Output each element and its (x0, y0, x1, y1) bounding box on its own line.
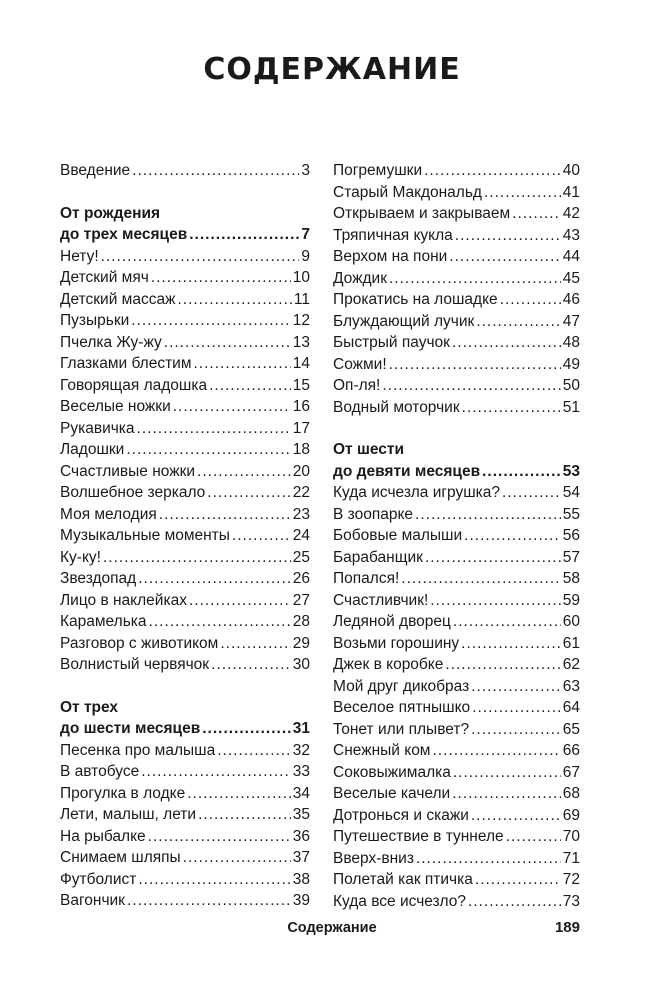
toc-entry-page: 48 (562, 334, 580, 351)
toc-entry-page: 12 (292, 312, 310, 329)
toc-entry (60, 568, 310, 590)
dot-leader (217, 740, 291, 762)
toc-entry-page: 30 (292, 656, 310, 673)
toc-entry-page: 43 (562, 226, 580, 244)
toc-entry (333, 482, 580, 504)
toc-entry-page: 37 (292, 849, 310, 866)
toc-entry-title: Говорящая ладошка (60, 376, 208, 394)
toc-column-left (60, 160, 310, 912)
toc-entry (333, 805, 580, 827)
dot-leader (453, 762, 561, 784)
dot-leader (211, 654, 291, 676)
toc-entry-page: 32 (292, 741, 310, 759)
dot-leader (416, 848, 561, 870)
toc-entry (333, 826, 580, 848)
section-heading-entry: до шести месяцев ..... 31 (60, 718, 310, 740)
toc-entry-title: Быстрый паучок (333, 334, 450, 351)
toc-entry-page: 68 (562, 785, 580, 802)
toc-entry-page: 69 (562, 806, 580, 824)
dot-leader (453, 611, 561, 633)
toc-entry-title: Лицо в наклейках (60, 591, 187, 609)
toc-entry (333, 891, 580, 913)
footer-section-label: Содержание (287, 920, 377, 936)
dot-leader (126, 439, 290, 461)
toc-entry-title: Счастливчик! (333, 591, 429, 609)
dot-leader (502, 482, 561, 504)
toc-entry-page: 9 (301, 247, 310, 265)
toc-entry-page: 55 (562, 505, 580, 523)
toc-entry (333, 203, 580, 225)
toc-entry-title: Моя мелодия (60, 505, 157, 523)
toc-entry-title: Детский массаж (60, 290, 176, 308)
toc-entry-page: 13 (292, 333, 310, 351)
toc-entry (333, 740, 580, 762)
toc-entry-title: Карамелька (60, 613, 147, 630)
dot-leader (512, 203, 561, 225)
toc-entry (333, 869, 580, 891)
toc-entry (333, 332, 580, 354)
toc-entry-page: 11 (293, 290, 310, 308)
toc-entry (333, 182, 580, 204)
dot-leader (424, 160, 561, 182)
toc-entry-title: Глазками блестим (60, 355, 192, 372)
toc-entry (60, 267, 310, 289)
toc-entry (333, 676, 580, 698)
toc-entry-page: 22 (292, 484, 310, 501)
dot-leader (101, 246, 300, 268)
dot-leader (209, 375, 291, 397)
dot-leader (138, 869, 290, 891)
toc-entry (333, 697, 580, 719)
dot-leader (471, 676, 561, 698)
toc-entry-page: 56 (562, 527, 580, 544)
toc-entry-page: 67 (562, 763, 580, 781)
toc-entry (60, 525, 310, 547)
section-heading: От рождения (60, 204, 161, 222)
toc-entry (333, 525, 580, 547)
toc-entry-page: 66 (562, 742, 580, 759)
page-title: СОДЕРЖАНИЕ (203, 52, 461, 87)
toc-entry-page: 18 (292, 441, 310, 458)
dot-leader (500, 289, 561, 311)
dot-leader (462, 397, 561, 419)
toc-entry-page: 15 (292, 376, 310, 394)
toc-entry-title: Куда все исчезло? (333, 892, 466, 910)
dot-leader (471, 719, 561, 741)
toc-entry-page: 64 (562, 699, 580, 716)
toc-entry (333, 848, 580, 870)
toc-entry (333, 568, 580, 590)
dot-leader (476, 311, 560, 333)
toc-entry-page: 54 (562, 484, 580, 501)
toc-entry (60, 761, 310, 783)
toc-entry (60, 310, 310, 332)
dot-leader (452, 332, 561, 354)
toc-entry-title: Соковыжималка (333, 763, 451, 781)
toc-entry (333, 547, 580, 569)
toc-entry-title: Музыкальные моменты (60, 527, 230, 544)
toc-entry-page: 35 (292, 806, 310, 823)
toc-entry-page: 63 (562, 677, 580, 695)
toc-entry-title: На рыбалке (60, 827, 146, 845)
toc-entry (60, 289, 310, 311)
toc-entry-page: 57 (562, 548, 580, 566)
toc-entry (333, 268, 580, 290)
toc-entry-title: Путешествие в туннеле (333, 828, 504, 845)
toc-entry-title: Прокатись на лошадке (333, 291, 498, 308)
toc-entry-title: Тряпичная кукла (333, 226, 453, 244)
dot-leader (401, 568, 560, 590)
toc-entry (60, 504, 310, 526)
toc-entry (60, 547, 310, 569)
toc-entry (333, 611, 580, 633)
dot-leader (149, 611, 291, 633)
toc-entry-title: Открываем и закрываем (333, 205, 511, 222)
toc-entry-page: 24 (292, 527, 310, 544)
toc-entry-title: Попался! (333, 570, 400, 587)
dot-leader (415, 504, 561, 526)
dot-leader (131, 310, 290, 332)
toc-entry-page: 23 (292, 505, 310, 523)
toc-entry-page: 40 (562, 162, 580, 179)
toc-entry-title: Счастливые ножки (60, 462, 196, 480)
toc-entry (333, 590, 580, 612)
toc-entry (60, 847, 310, 869)
toc-entry-title: Куда исчезла игрушка? (333, 484, 501, 501)
dot-leader (471, 805, 561, 827)
toc-entry-page: 33 (292, 763, 310, 780)
dot-leader (425, 547, 561, 569)
toc-entry-title: Полетай как птичка (333, 871, 473, 888)
toc-entry-title: Джек в коробке (333, 656, 444, 673)
dot-leader (198, 804, 291, 826)
toc-entry (60, 353, 310, 375)
dot-leader (207, 482, 290, 504)
toc-entry-page: 65 (562, 720, 580, 738)
section-heading-entry: до трех месяцев ..... 7 (60, 224, 310, 246)
toc-entry-title: Лети, малыш, лети (60, 806, 197, 823)
dot-leader (220, 633, 290, 655)
toc-entry-page: 25 (292, 548, 310, 566)
dot-leader (194, 353, 291, 375)
toc-entry-page: 10 (292, 269, 310, 286)
dot-leader (232, 525, 291, 547)
toc-entry (333, 783, 580, 805)
toc-entry (333, 504, 580, 526)
toc-entry-title: Бобовые малыши (333, 527, 463, 544)
toc-entry-title: Ладошки (60, 441, 125, 458)
dot-leader (472, 697, 561, 719)
toc-entry-page: 70 (562, 828, 580, 845)
toc-entry-page: 46 (562, 291, 580, 308)
toc-entry-page: 71 (562, 849, 580, 867)
toc-entry (60, 461, 310, 483)
dot-leader (389, 354, 561, 376)
dot-leader (103, 547, 291, 569)
dot-leader (137, 418, 291, 440)
toc-entry-page: 51 (562, 398, 580, 416)
dot-leader (151, 267, 291, 289)
toc-entry-title: Сожми! (333, 355, 387, 373)
toc-entry (333, 289, 580, 311)
toc-entry-title: Старый Макдональд (333, 183, 482, 201)
dot-leader (189, 590, 291, 612)
toc-entry: Введение ..... 3 (60, 160, 310, 182)
dot-leader (164, 332, 291, 354)
toc-entry-page: 49 (562, 355, 580, 373)
toc-entry (333, 375, 580, 397)
toc-entry-title: Футболист (60, 870, 137, 888)
toc-entry (333, 160, 580, 182)
toc-entry-title: Мой друг дикобраз (333, 677, 470, 695)
toc-entry-title: Дождик (333, 269, 387, 287)
toc-entry-page: 14 (292, 355, 310, 372)
toc-entry-page: 60 (562, 613, 580, 630)
toc-entry-title: Верхом на пони (333, 248, 448, 265)
toc-entry-page: 62 (562, 656, 580, 673)
dot-leader (187, 783, 291, 805)
toc-entry-page: 72 (562, 871, 580, 888)
dot-leader (183, 847, 291, 869)
toc-entry-title: Ледяной дворец (333, 613, 451, 630)
toc-entry-title: Пчелка Жу-жу (60, 333, 162, 351)
toc-entry (333, 719, 580, 741)
toc-entry (60, 611, 310, 633)
toc-entry (60, 418, 310, 440)
toc-entry-title: Снимаем шляпы (60, 849, 181, 866)
toc-entry-page: 45 (562, 269, 580, 287)
toc-entry-title: Волшебное зеркало (60, 484, 206, 501)
toc-entry-page: 34 (292, 784, 310, 802)
dot-leader (506, 826, 561, 848)
toc-entry (60, 332, 310, 354)
toc-entry (333, 311, 580, 333)
dot-leader (484, 182, 561, 204)
toc-entry (60, 783, 310, 805)
toc-entry-title: Тонет или плывет? (333, 720, 470, 738)
toc-entry-page: 41 (562, 183, 580, 201)
dot-leader (141, 761, 291, 783)
dot-leader (389, 268, 561, 290)
toc-entry-title: Ку-ку! (60, 548, 101, 566)
toc-entry (60, 396, 310, 418)
toc-entry-title: Прогулка в лодке (60, 784, 186, 802)
toc-entry-title: В зоопарке (333, 505, 414, 523)
toc-entry-page: 73 (562, 892, 580, 910)
toc-entry (333, 654, 580, 676)
toc-entry-page: 58 (562, 570, 580, 587)
toc-entry (60, 654, 310, 676)
toc-entry (60, 890, 310, 912)
dot-leader (159, 504, 291, 526)
toc-entry-page: 16 (292, 398, 310, 415)
dot-leader (177, 289, 291, 311)
toc-entry-title: Пузырьки (60, 312, 130, 329)
toc-entry-title: В автобусе (60, 763, 140, 780)
toc-entry-title: Звездопад (60, 570, 137, 587)
toc-entry (333, 397, 580, 419)
toc-entry (333, 225, 580, 247)
toc-entry-page: 27 (292, 591, 310, 609)
toc-entry-title: Погремушки (333, 162, 423, 179)
toc-entry-page: 38 (292, 870, 310, 888)
toc-entry (333, 354, 580, 376)
toc-entry (333, 246, 580, 268)
toc-entry-title: Дотронься и скажи (333, 806, 469, 824)
toc-entry-page: 39 (292, 892, 310, 909)
dot-leader (452, 783, 561, 805)
toc-entry-page: 59 (562, 591, 580, 609)
toc-entry-title: Разговор с животиком (60, 634, 219, 652)
toc-entry-title: Веселые качели (333, 785, 451, 802)
toc-entry (60, 590, 310, 612)
dot-leader (197, 461, 291, 483)
toc-entry-page: 17 (292, 419, 310, 437)
dot-leader (449, 246, 560, 268)
toc-entry (60, 375, 310, 397)
toc-entry-page: 26 (292, 570, 310, 587)
toc-entry-title: Водный моторчик (333, 398, 460, 416)
toc-entry (60, 482, 310, 504)
page-number: 189 (554, 919, 580, 936)
dot-leader (455, 225, 561, 247)
section-heading-entry: до девяти месяцев ..... 53 (333, 461, 580, 483)
toc-entry (60, 826, 310, 848)
dot-leader (382, 375, 560, 397)
dot-leader (148, 826, 291, 848)
toc-entry-title: Веселое пятнышко (333, 699, 471, 716)
toc-entry (60, 439, 310, 461)
toc-entry-title: Детский мяч (60, 269, 149, 286)
toc-entry-page: 61 (562, 634, 580, 652)
toc-entry-title: Рукавичка (60, 419, 135, 437)
toc-entry-title: Блуждающий лучик (333, 312, 475, 330)
toc-entry-page: 28 (292, 613, 310, 630)
toc-entry-title: Волнистый червячок (60, 656, 210, 673)
toc-entry-title: Оп-ля! (333, 377, 381, 394)
dot-leader (464, 525, 561, 547)
toc-entry-page: 44 (562, 248, 580, 265)
toc-entry (60, 740, 310, 762)
toc-entry-title: Вверх-вниз (333, 849, 414, 867)
dot-leader (432, 740, 560, 762)
toc-entry (333, 762, 580, 784)
toc-entry-page: 47 (562, 312, 580, 330)
toc-entry (60, 804, 310, 826)
dot-leader (173, 396, 291, 418)
toc-entry-title: Песенка про малыша (60, 741, 216, 759)
section-heading: От трех (60, 698, 119, 716)
toc-entry-page: 20 (292, 462, 310, 480)
toc-entry-title: Веселые ножки (60, 398, 171, 415)
toc-entry-title: Барабанщик (333, 548, 423, 566)
dot-leader (127, 890, 291, 912)
toc-entry-page: 36 (292, 827, 310, 845)
toc-column-right (333, 160, 580, 912)
dot-leader (461, 633, 561, 655)
toc-entry (333, 633, 580, 655)
toc-entry-title: Возьми горошину (333, 634, 460, 652)
toc-entry (60, 869, 310, 891)
dot-leader (430, 590, 560, 612)
dot-leader (445, 654, 560, 676)
toc-entry-title: Снежный ком (333, 742, 431, 759)
toc-entry-page: 42 (562, 205, 580, 222)
dot-leader (475, 869, 561, 891)
toc-entry-title: Нету! (60, 247, 99, 265)
toc-entry-page: 50 (562, 377, 580, 394)
toc-entry-title: Вагончик (60, 892, 125, 909)
toc-entry (60, 633, 310, 655)
section-heading: От шести (333, 441, 405, 458)
toc-entry (60, 246, 310, 268)
toc-entry-page: 29 (292, 634, 310, 652)
dot-leader (468, 891, 561, 913)
dot-leader (138, 568, 291, 590)
